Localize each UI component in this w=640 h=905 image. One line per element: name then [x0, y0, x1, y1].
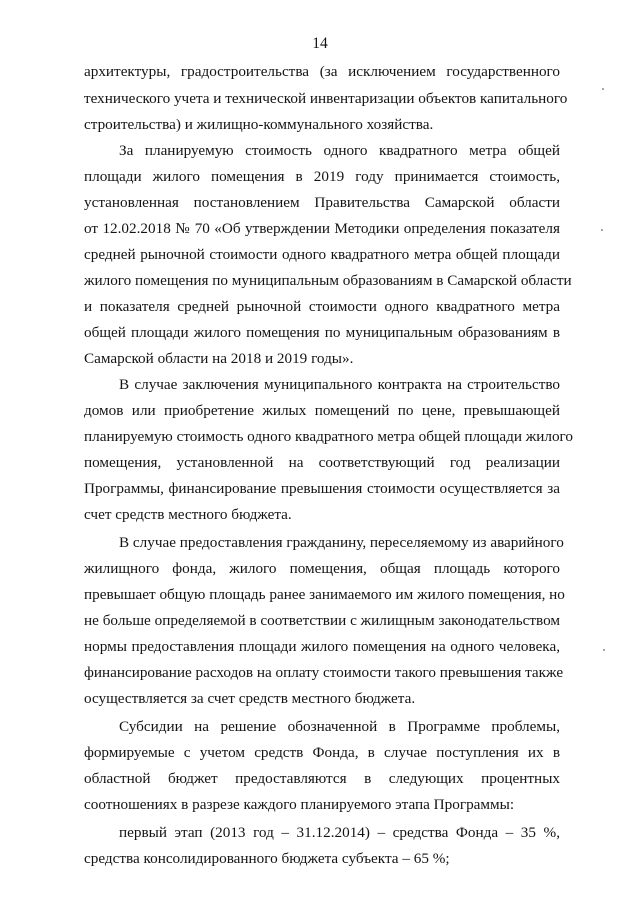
text-line: строительства) и жилищно-коммунального хозяйства. — [84, 116, 434, 133]
page-number: 14 — [312, 35, 328, 52]
text-line: Субсидии на решение обозначенной в Программе проблемы, — [119, 718, 560, 735]
text-line: жилищного фонда, жилого помещения, общая площадь которого — [84, 560, 560, 577]
text-line: В случае предоставления гражданину, переселяемому из аварийного — [119, 534, 564, 551]
text-line: не больше определяемой в соответствии с жилищным законодательством — [84, 612, 560, 629]
text-line: превышает общую площадь ранее занимаемого им жилого помещения, но — [84, 586, 565, 603]
text-line: технического учета и технической инвентаризации объектов капитального — [84, 90, 568, 107]
text-line: За планируемую стоимость одного квадратного метра общей — [119, 142, 560, 159]
text-line: установленная постановлением Правительства Самарской области — [84, 194, 560, 211]
text-line: и показателя средней рыночной стоимости одного квадратного метра — [84, 298, 560, 315]
text-line: соотношениях в разрезе каждого планируемого этапа Программы: — [84, 796, 515, 813]
text-line: Программы, финансирование превышения стоимости осуществляется за — [84, 480, 560, 497]
text-line: от 12.02.2018 № 70 «Об утверждении Методики определения показателя — [84, 220, 560, 237]
text-line: Самарской области на 2018 и 2019 годы». — [84, 350, 354, 367]
text-line: общей площади жилого помещения по муниципальным образованиям в — [84, 324, 560, 341]
text-line: нормы предоставления площади жилого помещения на одного человека, — [84, 638, 560, 655]
text-line: помещения, установленной на соответствующий год реализации — [84, 454, 560, 471]
scan-speck — [603, 649, 605, 651]
text-line: архитектуры, градостроительства (за исключением государственного — [84, 63, 560, 80]
text-line: формируемые с учетом средств Фонда, в случае поступления их в — [84, 744, 560, 761]
text-line: домов или приобретение жилых помещений по цене, превышающей — [84, 402, 560, 419]
text-line: областной бюджет предоставляются в следующих процентных — [84, 770, 560, 787]
text-line: В случае заключения муниципального контракта на строительство — [119, 376, 560, 393]
scan-speck — [601, 229, 603, 231]
text-line: средства консолидированного бюджета субъекта – 65 %; — [84, 850, 450, 867]
text-line: счет средств местного бюджета. — [84, 506, 292, 523]
text-line: первый этап (2013 год – 31.12.2014) – средства Фонда – 35 %, — [119, 824, 560, 841]
text-line: финансирование расходов на оплату стоимости такого превышения также — [84, 664, 564, 681]
text-line: площади жилого помещения в 2019 году принимается стоимость, — [84, 168, 560, 185]
text-line: средней рыночной стоимости одного квадратного метра общей площади — [84, 246, 560, 263]
text-line: осуществляется за счет средств местного бюджета. — [84, 690, 416, 707]
text-line: планируемую стоимость одного квадратного метра общей площади жилого — [84, 428, 573, 445]
text-line: жилого помещения по муниципальным образованиям в Самарской области — [84, 272, 572, 289]
scan-speck — [602, 88, 604, 90]
